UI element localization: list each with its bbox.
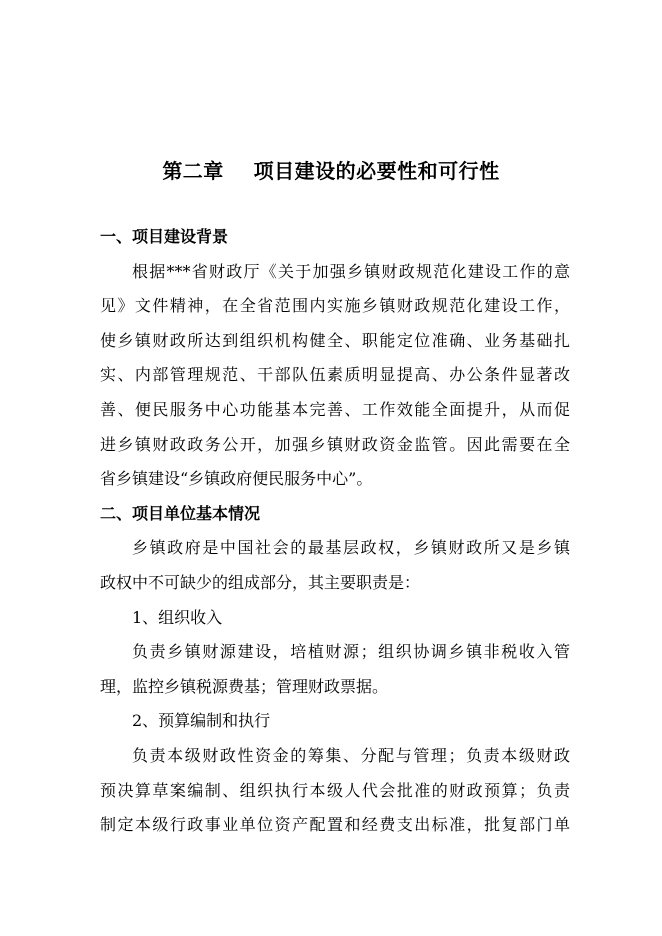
chapter-title: 第二章 项目建设的必要性和可行性 <box>162 159 500 183</box>
paragraph-line: 善、便民服务中心功能基本完善、工作效能全面提升，从而促 <box>100 399 570 419</box>
paragraph-line: 使乡镇财政所达到组织机构健全、职能定位准确、业务基础扎 <box>100 330 570 350</box>
paragraph-line: 制定本级行政事业单位资产配置和经费支出标准，批复部门单 <box>100 815 570 835</box>
paragraph-line: 负责乡镇财源建设，培植财源；组织协调乡镇非税收入管 <box>132 642 570 662</box>
document-body <box>100 220 570 843</box>
section-heading-background: 一、项目建设背景 <box>100 227 229 246</box>
section-heading-unit-info: 二、项目单位基本情况 <box>100 503 261 523</box>
paragraph-line: 政权中不可缺少的组成部分，其主要职责是： <box>100 572 421 592</box>
paragraph-line: 理，监控乡镇税源费基；管理财政票据。 <box>100 676 389 696</box>
paragraph-line: 实、内部管理规范、干部队伍素质明显提高、办公条件显著改 <box>100 365 570 385</box>
paragraph-budget <box>100 739 570 843</box>
paragraph-line: 见》文件精神，在全省范围内实施乡镇财政规范化建设工作， <box>100 296 570 316</box>
paragraph-line: 乡镇政府是中国社会的最基层政权，乡镇财政所又是乡镇 <box>132 538 570 558</box>
paragraph-organize-revenue <box>100 635 570 704</box>
paragraph-line: 根据***省财政厅《关于加强乡镇财政规范化建设工作的意 <box>132 261 570 281</box>
item-label-organize-revenue: 1、组织收入 <box>132 607 223 627</box>
paragraph-unit-intro <box>100 531 570 600</box>
item-label-budget: 2、预算编制和执行 <box>132 711 271 731</box>
paragraph-background <box>100 255 570 497</box>
paragraph-line: 预决算草案编制、组织执行本级人代会批准的财政预算；负责 <box>100 780 570 800</box>
paragraph-line: 省乡镇建设“乡镇政府便民服务中心”。 <box>100 469 373 489</box>
paragraph-line: 进乡镇财政政务公开，加强乡镇财政资金监管。因此需要在全 <box>100 434 570 454</box>
paragraph-line: 负责本级财政性资金的筹集、分配与管理；负责本级财政 <box>132 745 570 765</box>
